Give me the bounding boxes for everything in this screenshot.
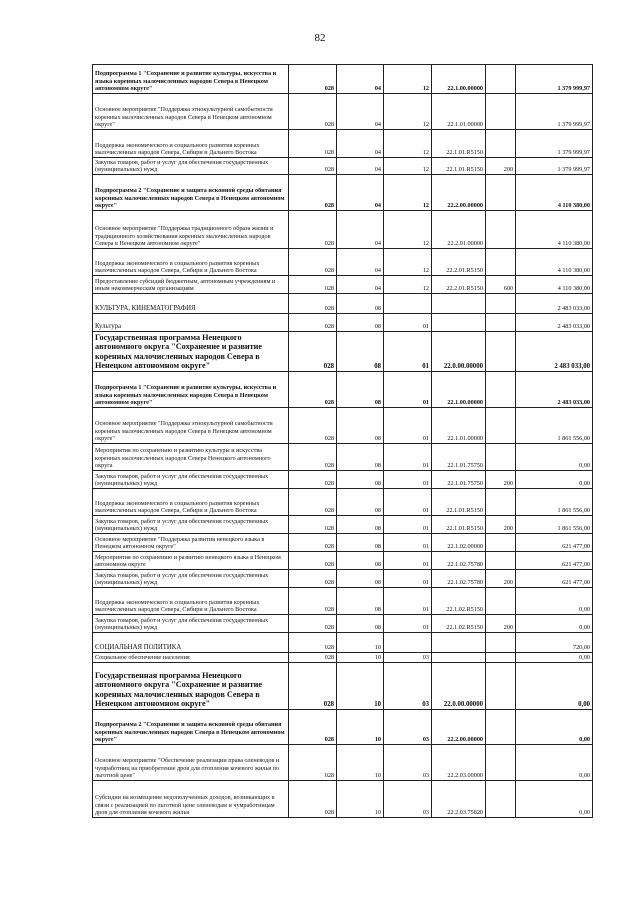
cell-subsection-code: 12 [384, 158, 432, 175]
cell-subsection-code: 12 [384, 175, 432, 211]
cell-amount: 720,00 [516, 633, 593, 653]
row-name: Закупка товаров, работ и услуг для обеспечения государственных (муниципальных) нужд [93, 471, 289, 489]
cell-section-code: 08 [337, 408, 384, 444]
cell-subsection-code: 01 [384, 534, 432, 552]
cell-section-code: 08 [337, 332, 384, 372]
cell-target-item-code: 22.1.02.75780 [432, 570, 486, 588]
cell-expense-type-code: 200 [486, 471, 516, 489]
cell-section-code: 10 [337, 653, 384, 663]
cell-admin-code: 028 [289, 211, 337, 249]
cell-subsection-code: 01 [384, 408, 432, 444]
cell-section-code: 08 [337, 294, 384, 314]
table-row [93, 615, 593, 633]
cell-target-item-code: 22.0.00.00000 [432, 332, 486, 372]
row-name: Мероприятия по сохранению и развитию культуры и искусства коренных малочисленных народов Севера Ненецкого автономного округа [93, 444, 289, 471]
cell-target-item-code: 22.2.03.00000 [432, 745, 486, 781]
row-name: Поддержка экономического и социального развития коренных малочисленных народов Севера, Сибири и Дальнего Востока [93, 489, 289, 516]
cell-section-code: 08 [337, 588, 384, 615]
cell-target-item-code: 22.1.01.R5150 [432, 130, 486, 158]
table-row [93, 516, 593, 534]
cell-subsection-code: 01 [384, 314, 432, 332]
cell-target-item-code: 22.0.00.00000 [432, 663, 486, 710]
cell-section-code: 10 [337, 745, 384, 781]
cell-admin-code: 028 [289, 314, 337, 332]
cell-amount: 0,00 [516, 615, 593, 633]
cell-admin-code: 028 [289, 588, 337, 615]
cell-amount: 1 861 556,00 [516, 408, 593, 444]
budget-table [92, 64, 593, 818]
cell-section-code: 08 [337, 570, 384, 588]
cell-expense-type-code: 200 [486, 570, 516, 588]
cell-admin-code: 028 [289, 130, 337, 158]
cell-target-item-code: 22.1.01.R5150 [432, 516, 486, 534]
row-name: Закупка товаров, работ и услуг для обеспечения государственных (муниципальных) нужд [93, 158, 289, 175]
cell-section-code: 08 [337, 489, 384, 516]
cell-expense-type-code: 200 [486, 615, 516, 633]
cell-section-code: 08 [337, 444, 384, 471]
cell-subsection-code: 12 [384, 249, 432, 276]
cell-expense-type-code [486, 372, 516, 408]
row-name: Культура [93, 314, 289, 332]
cell-section-code: 04 [337, 65, 384, 94]
cell-subsection-code: 12 [384, 94, 432, 130]
cell-section-code: 04 [337, 94, 384, 130]
table-row [93, 745, 593, 781]
cell-target-item-code: 22.1.00.00000 [432, 372, 486, 408]
row-name: Основное мероприятие "Поддержка этнокультурной самобытности коренных малочисленных народов Севера в Ненецком автономном округе" [93, 408, 289, 444]
cell-admin-code: 028 [289, 653, 337, 663]
cell-amount: 0,00 [516, 781, 593, 818]
cell-subsection-code: 01 [384, 332, 432, 372]
cell-subsection-code: 01 [384, 570, 432, 588]
cell-amount: 4 110 380,00 [516, 276, 593, 294]
table-row [93, 211, 593, 249]
cell-section-code: 04 [337, 130, 384, 158]
cell-admin-code: 028 [289, 615, 337, 633]
cell-amount: 1 861 556,00 [516, 489, 593, 516]
cell-amount: 2 483 033,00 [516, 294, 593, 314]
cell-subsection-code: 12 [384, 211, 432, 249]
cell-expense-type-code [486, 175, 516, 211]
cell-amount: 621 477,00 [516, 570, 593, 588]
cell-admin-code: 028 [289, 249, 337, 276]
table-row [93, 710, 593, 745]
cell-expense-type-code [486, 211, 516, 249]
cell-amount: 0,00 [516, 663, 593, 710]
cell-target-item-code: 22.2.01.00000 [432, 211, 486, 249]
cell-subsection-code: 01 [384, 552, 432, 570]
cell-expense-type-code: 200 [486, 516, 516, 534]
cell-admin-code: 028 [289, 65, 337, 94]
cell-target-item-code: 22.2.00.00000 [432, 710, 486, 745]
cell-expense-type-code [486, 314, 516, 332]
cell-admin-code: 028 [289, 408, 337, 444]
cell-section-code: 10 [337, 633, 384, 653]
cell-section-code: 04 [337, 276, 384, 294]
cell-subsection-code: 01 [384, 471, 432, 489]
table-row [93, 249, 593, 276]
cell-target-item-code: 22.1.02.R5150 [432, 615, 486, 633]
cell-amount: 1 379 999,97 [516, 65, 593, 94]
cell-amount: 621 477,00 [516, 534, 593, 552]
cell-amount: 2 483 033,00 [516, 372, 593, 408]
table-row [93, 65, 593, 94]
cell-expense-type-code [486, 444, 516, 471]
cell-section-code: 10 [337, 710, 384, 745]
table-row [93, 372, 593, 408]
cell-section-code: 08 [337, 615, 384, 633]
cell-admin-code: 028 [289, 663, 337, 710]
cell-admin-code: 028 [289, 94, 337, 130]
cell-expense-type-code [486, 534, 516, 552]
cell-amount: 1 379 999,97 [516, 158, 593, 175]
cell-target-item-code: 22.1.02.75780 [432, 552, 486, 570]
cell-admin-code: 028 [289, 534, 337, 552]
cell-subsection-code: 01 [384, 489, 432, 516]
cell-section-code: 04 [337, 211, 384, 249]
cell-subsection-code [384, 294, 432, 314]
cell-target-item-code: 22.2.03.75820 [432, 781, 486, 818]
cell-target-item-code [432, 653, 486, 663]
cell-section-code: 08 [337, 314, 384, 332]
cell-admin-code: 028 [289, 781, 337, 818]
page-number: 82 [314, 32, 326, 44]
cell-target-item-code: 22.1.02.R5150 [432, 588, 486, 615]
cell-section-code: 04 [337, 158, 384, 175]
cell-target-item-code: 22.2.01.R5150 [432, 249, 486, 276]
table-row [93, 633, 593, 653]
cell-expense-type-code [486, 663, 516, 710]
cell-target-item-code: 22.1.01.R5150 [432, 489, 486, 516]
row-name: Государственная программа Ненецкого автономного округа "Сохранение и развитие коренных малочисленных народов Севера в Ненецком автономном округе" [93, 663, 289, 710]
cell-section-code: 08 [337, 516, 384, 534]
cell-admin-code: 028 [289, 332, 337, 372]
cell-admin-code: 028 [289, 444, 337, 471]
cell-admin-code: 028 [289, 516, 337, 534]
cell-subsection-code: 03 [384, 663, 432, 710]
table-row [93, 570, 593, 588]
cell-amount: 4 110 380,00 [516, 249, 593, 276]
row-name: Основное мероприятие "Поддержка традиционного образа жизни и традиционного хозяйствования коренных малочисленных народов Севера в Ненецком автономном округе" [93, 211, 289, 249]
cell-section-code: 08 [337, 372, 384, 408]
row-name: Субсидии на возмещение недополученных доходов, возникающих в связи с реализацией по льготной цене оленеводам и чумработницам дров для отопления кочевого жилья [93, 781, 289, 818]
cell-subsection-code: 01 [384, 516, 432, 534]
cell-amount: 1 861 556,00 [516, 516, 593, 534]
cell-amount: 621 477,00 [516, 552, 593, 570]
row-name: Закупка товаров, работ и услуг для обеспечения государственных (муниципальных) нужд [93, 615, 289, 633]
cell-target-item-code: 22.1.00.00000 [432, 65, 486, 94]
cell-amount: 4 110 380,00 [516, 175, 593, 211]
cell-target-item-code [432, 294, 486, 314]
cell-expense-type-code [486, 65, 516, 94]
cell-section-code: 08 [337, 552, 384, 570]
cell-section-code: 04 [337, 175, 384, 211]
cell-section-code: 08 [337, 471, 384, 489]
cell-admin-code: 028 [289, 745, 337, 781]
row-name: Основное мероприятие "Поддержка развития ненецкого языка в Ненецком автономном округе" [93, 534, 289, 552]
cell-amount: 0,00 [516, 471, 593, 489]
cell-subsection-code: 03 [384, 710, 432, 745]
table-row [93, 314, 593, 332]
cell-subsection-code: 03 [384, 781, 432, 818]
cell-subsection-code: 01 [384, 444, 432, 471]
table-row [93, 158, 593, 175]
cell-expense-type-code [486, 588, 516, 615]
row-name: Поддержка экономического и социального развития коренных малочисленных народов Севера, Сибири и Дальнего Востока [93, 588, 289, 615]
cell-expense-type-code [486, 552, 516, 570]
cell-target-item-code: 22.1.02.00000 [432, 534, 486, 552]
cell-admin-code: 028 [289, 294, 337, 314]
row-name: Социальное обеспечение населения [93, 653, 289, 663]
cell-section-code: 04 [337, 249, 384, 276]
row-name: Предоставление субсидий бюджетным, автономным учреждениям и иным некоммерческим организациям [93, 276, 289, 294]
cell-section-code: 10 [337, 781, 384, 818]
cell-amount: 4 110 380,00 [516, 211, 593, 249]
cell-subsection-code: 03 [384, 653, 432, 663]
cell-amount: 1 379 999,97 [516, 94, 593, 130]
row-name: Поддержка экономического и социального развития коренных малочисленных народов Севера, Сибири и Дальнего Востока [93, 130, 289, 158]
row-name: Подпрограмма 1 "Сохранение и развитие культуры, искусства и языка коренных малочисленных народов Севера в Ненецком автономном округе" [93, 65, 289, 94]
cell-expense-type-code [486, 249, 516, 276]
cell-amount: 2 483 033,00 [516, 314, 593, 332]
cell-admin-code: 028 [289, 175, 337, 211]
cell-admin-code: 028 [289, 471, 337, 489]
row-name: Подпрограмма 1 "Сохранение и развитие культуры, искусства и языка коренных малочисленных народов Севера в Ненецком автономном округе" [93, 372, 289, 408]
cell-target-item-code: 22.1.01.75750 [432, 444, 486, 471]
cell-expense-type-code [486, 294, 516, 314]
cell-expense-type-code [486, 130, 516, 158]
cell-amount: 0,00 [516, 588, 593, 615]
cell-amount: 0,00 [516, 444, 593, 471]
row-name: Подпрограмма 2 "Сохранение и защита исконной среды обитания коренных малочисленных народов Севера в Ненецком автономном округе" [93, 710, 289, 745]
cell-target-item-code: 22.1.01.00000 [432, 94, 486, 130]
table-row [93, 444, 593, 471]
cell-subsection-code: 01 [384, 588, 432, 615]
cell-target-item-code [432, 314, 486, 332]
row-name: Основное мероприятие "Обеспечение реализации права оленеводов и чумработниц на приобретение дров для отопления кочевого жилья по льготной цене" [93, 745, 289, 781]
row-name: Основное мероприятие "Поддержка этнокультурной самобытности коренных малочисленных народов Севера в Ненецком автономном округе" [93, 94, 289, 130]
table-row [93, 408, 593, 444]
row-name: СОЦИАЛЬНАЯ ПОЛИТИКА [93, 633, 289, 653]
cell-target-item-code [432, 633, 486, 653]
cell-subsection-code: 12 [384, 130, 432, 158]
cell-amount: 0,00 [516, 653, 593, 663]
row-name: Закупка товаров, работ и услуг для обеспечения государственных (муниципальных) нужд [93, 516, 289, 534]
table-row [93, 175, 593, 211]
cell-target-item-code: 22.2.01.R5150 [432, 276, 486, 294]
cell-expense-type-code [486, 781, 516, 818]
cell-expense-type-code [486, 94, 516, 130]
cell-amount: 0,00 [516, 710, 593, 745]
cell-target-item-code: 22.1.01.R5150 [432, 158, 486, 175]
cell-admin-code: 028 [289, 158, 337, 175]
cell-target-item-code: 22.1.01.00000 [432, 408, 486, 444]
table-row [93, 588, 593, 615]
cell-expense-type-code [486, 489, 516, 516]
cell-section-code: 10 [337, 663, 384, 710]
cell-expense-type-code [486, 408, 516, 444]
cell-subsection-code: 01 [384, 615, 432, 633]
cell-expense-type-code [486, 653, 516, 663]
cell-expense-type-code [486, 633, 516, 653]
table-row [93, 94, 593, 130]
cell-admin-code: 028 [289, 570, 337, 588]
cell-subsection-code: 12 [384, 65, 432, 94]
cell-admin-code: 028 [289, 276, 337, 294]
table-row [93, 130, 593, 158]
cell-admin-code: 028 [289, 552, 337, 570]
cell-expense-type-code [486, 710, 516, 745]
cell-admin-code: 028 [289, 372, 337, 408]
table-row [93, 663, 593, 710]
cell-subsection-code [384, 633, 432, 653]
table-row [93, 471, 593, 489]
row-name: Подпрограмма 2 "Сохранение и защита исконной среды обитания коренных малочисленных народов Севера в Ненецком автономном округе" [93, 175, 289, 211]
cell-target-item-code: 22.2.00.00000 [432, 175, 486, 211]
row-name: Государственная программа Ненецкого автономного округа "Сохранение и развитие коренных малочисленных народов Севера в Ненецком автономном округе" [93, 332, 289, 372]
cell-admin-code: 028 [289, 489, 337, 516]
table-row [93, 653, 593, 663]
table-row [93, 276, 593, 294]
table-row [93, 534, 593, 552]
cell-amount: 2 483 033,00 [516, 332, 593, 372]
cell-amount: 0,00 [516, 745, 593, 781]
cell-admin-code: 028 [289, 710, 337, 745]
table-row [93, 552, 593, 570]
cell-subsection-code: 12 [384, 276, 432, 294]
cell-expense-type-code [486, 745, 516, 781]
cell-amount: 1 379 999,97 [516, 130, 593, 158]
cell-section-code: 08 [337, 534, 384, 552]
row-name: Закупка товаров, работ и услуг для обеспечения государственных (муниципальных) нужд [93, 570, 289, 588]
cell-expense-type-code: 600 [486, 276, 516, 294]
cell-expense-type-code [486, 332, 516, 372]
table-row [93, 332, 593, 372]
table-row [93, 294, 593, 314]
row-name: КУЛЬТУРА, КИНЕМАТОГРАФИЯ [93, 294, 289, 314]
cell-target-item-code: 22.1.01.75750 [432, 471, 486, 489]
cell-subsection-code: 01 [384, 372, 432, 408]
cell-expense-type-code: 200 [486, 158, 516, 175]
row-name: Мероприятия по сохранению и развитию ненецкого языка в Ненецком автономном округе [93, 552, 289, 570]
row-name: Поддержка экономического и социального развития коренных малочисленных народов Севера, Сибири и Дальнего Востока [93, 249, 289, 276]
table-row [93, 781, 593, 818]
cell-subsection-code: 03 [384, 745, 432, 781]
table-row [93, 489, 593, 516]
cell-admin-code: 028 [289, 633, 337, 653]
